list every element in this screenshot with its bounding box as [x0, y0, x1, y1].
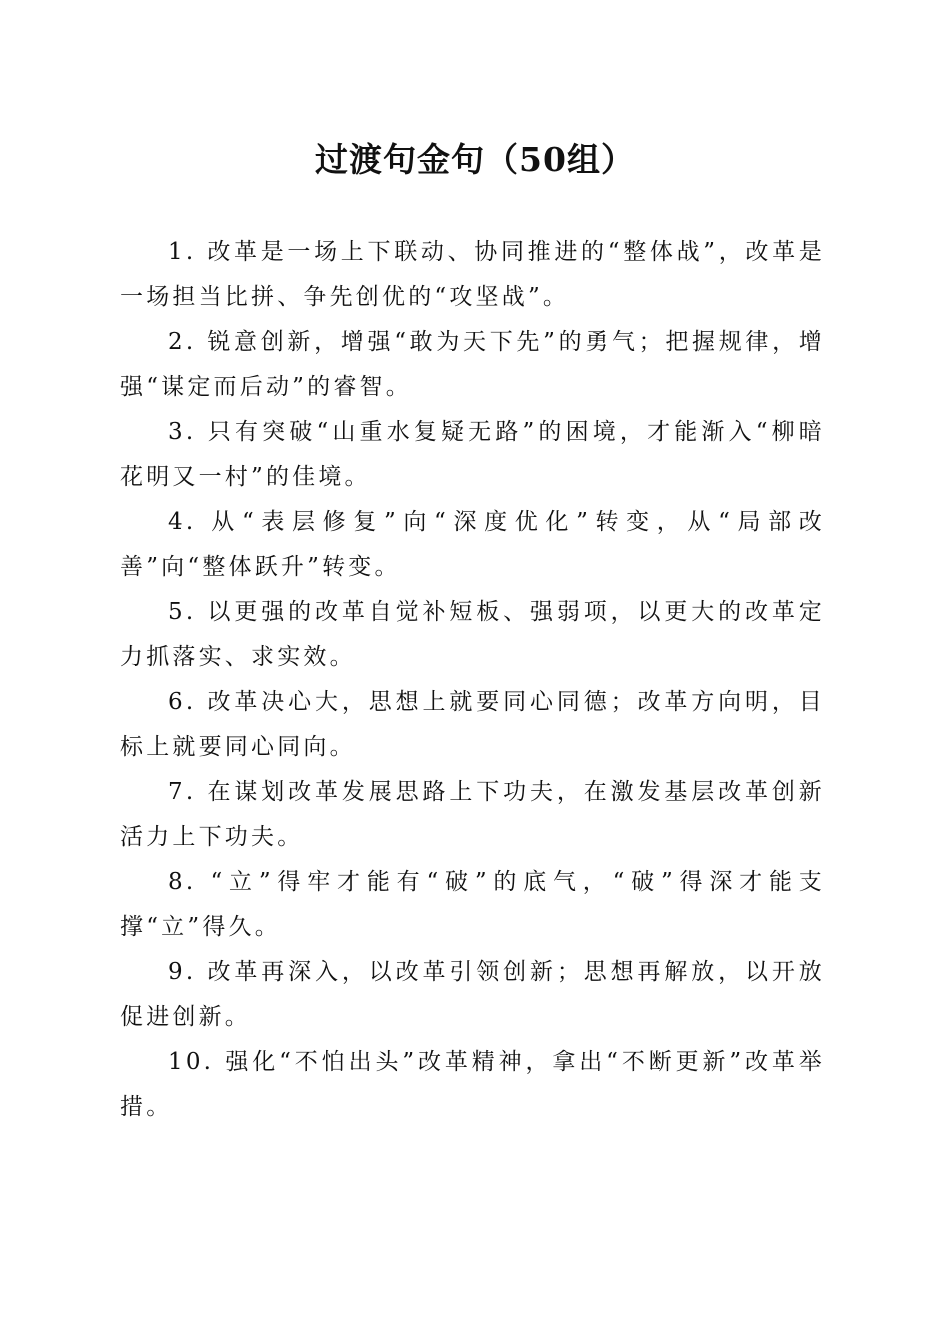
list-item-2: 2. 锐意创新，增强“敢为天下先”的勇气；把握规律，增强“谋定而后动”的睿智。 — [120, 329, 825, 400]
list-item-3: 3. 只有突破“山重水复疑无路”的困境，才能渐入“柳暗花明又一村”的佳境。 — [120, 419, 825, 490]
list-item-7: 7. 在谋划改革发展思路上下功夫，在激发基层改革创新活力上下功夫。 — [120, 779, 825, 850]
list-item-10: 10. 强化“不怕出头”改革精神，拿出“不断更新”改革举措。 — [120, 1049, 825, 1120]
document-title: 过渡句金句（50组） — [315, 140, 635, 179]
list-item-8: 8. “立”得牢才能有“破”的底气，“破”得深才能支撑“立”得久。 — [120, 869, 825, 940]
list-item-1: 1. 改革是一场上下联动、协同推进的“整体战”，改革是一场担当比拼、争先创优的“攻坚战”。 — [120, 239, 826, 310]
list-item-4: 4. 从“表层修复”向“深度优化”转变，从“局部改善”向“整体跃升”转变。 — [120, 509, 825, 580]
list-item-6: 6. 改革决心大，思想上就要同心同德；改革方向明，目标上就要同心同向。 — [120, 689, 825, 760]
list-item-5: 5. 以更强的改革自觉补短板、强弱项，以更大的改革定力抓落实、求实效。 — [120, 599, 825, 670]
list-item-9: 9. 改革再深入，以改革引领创新；思想再解放，以开放促进创新。 — [120, 959, 825, 1030]
document-body — [120, 230, 825, 1130]
